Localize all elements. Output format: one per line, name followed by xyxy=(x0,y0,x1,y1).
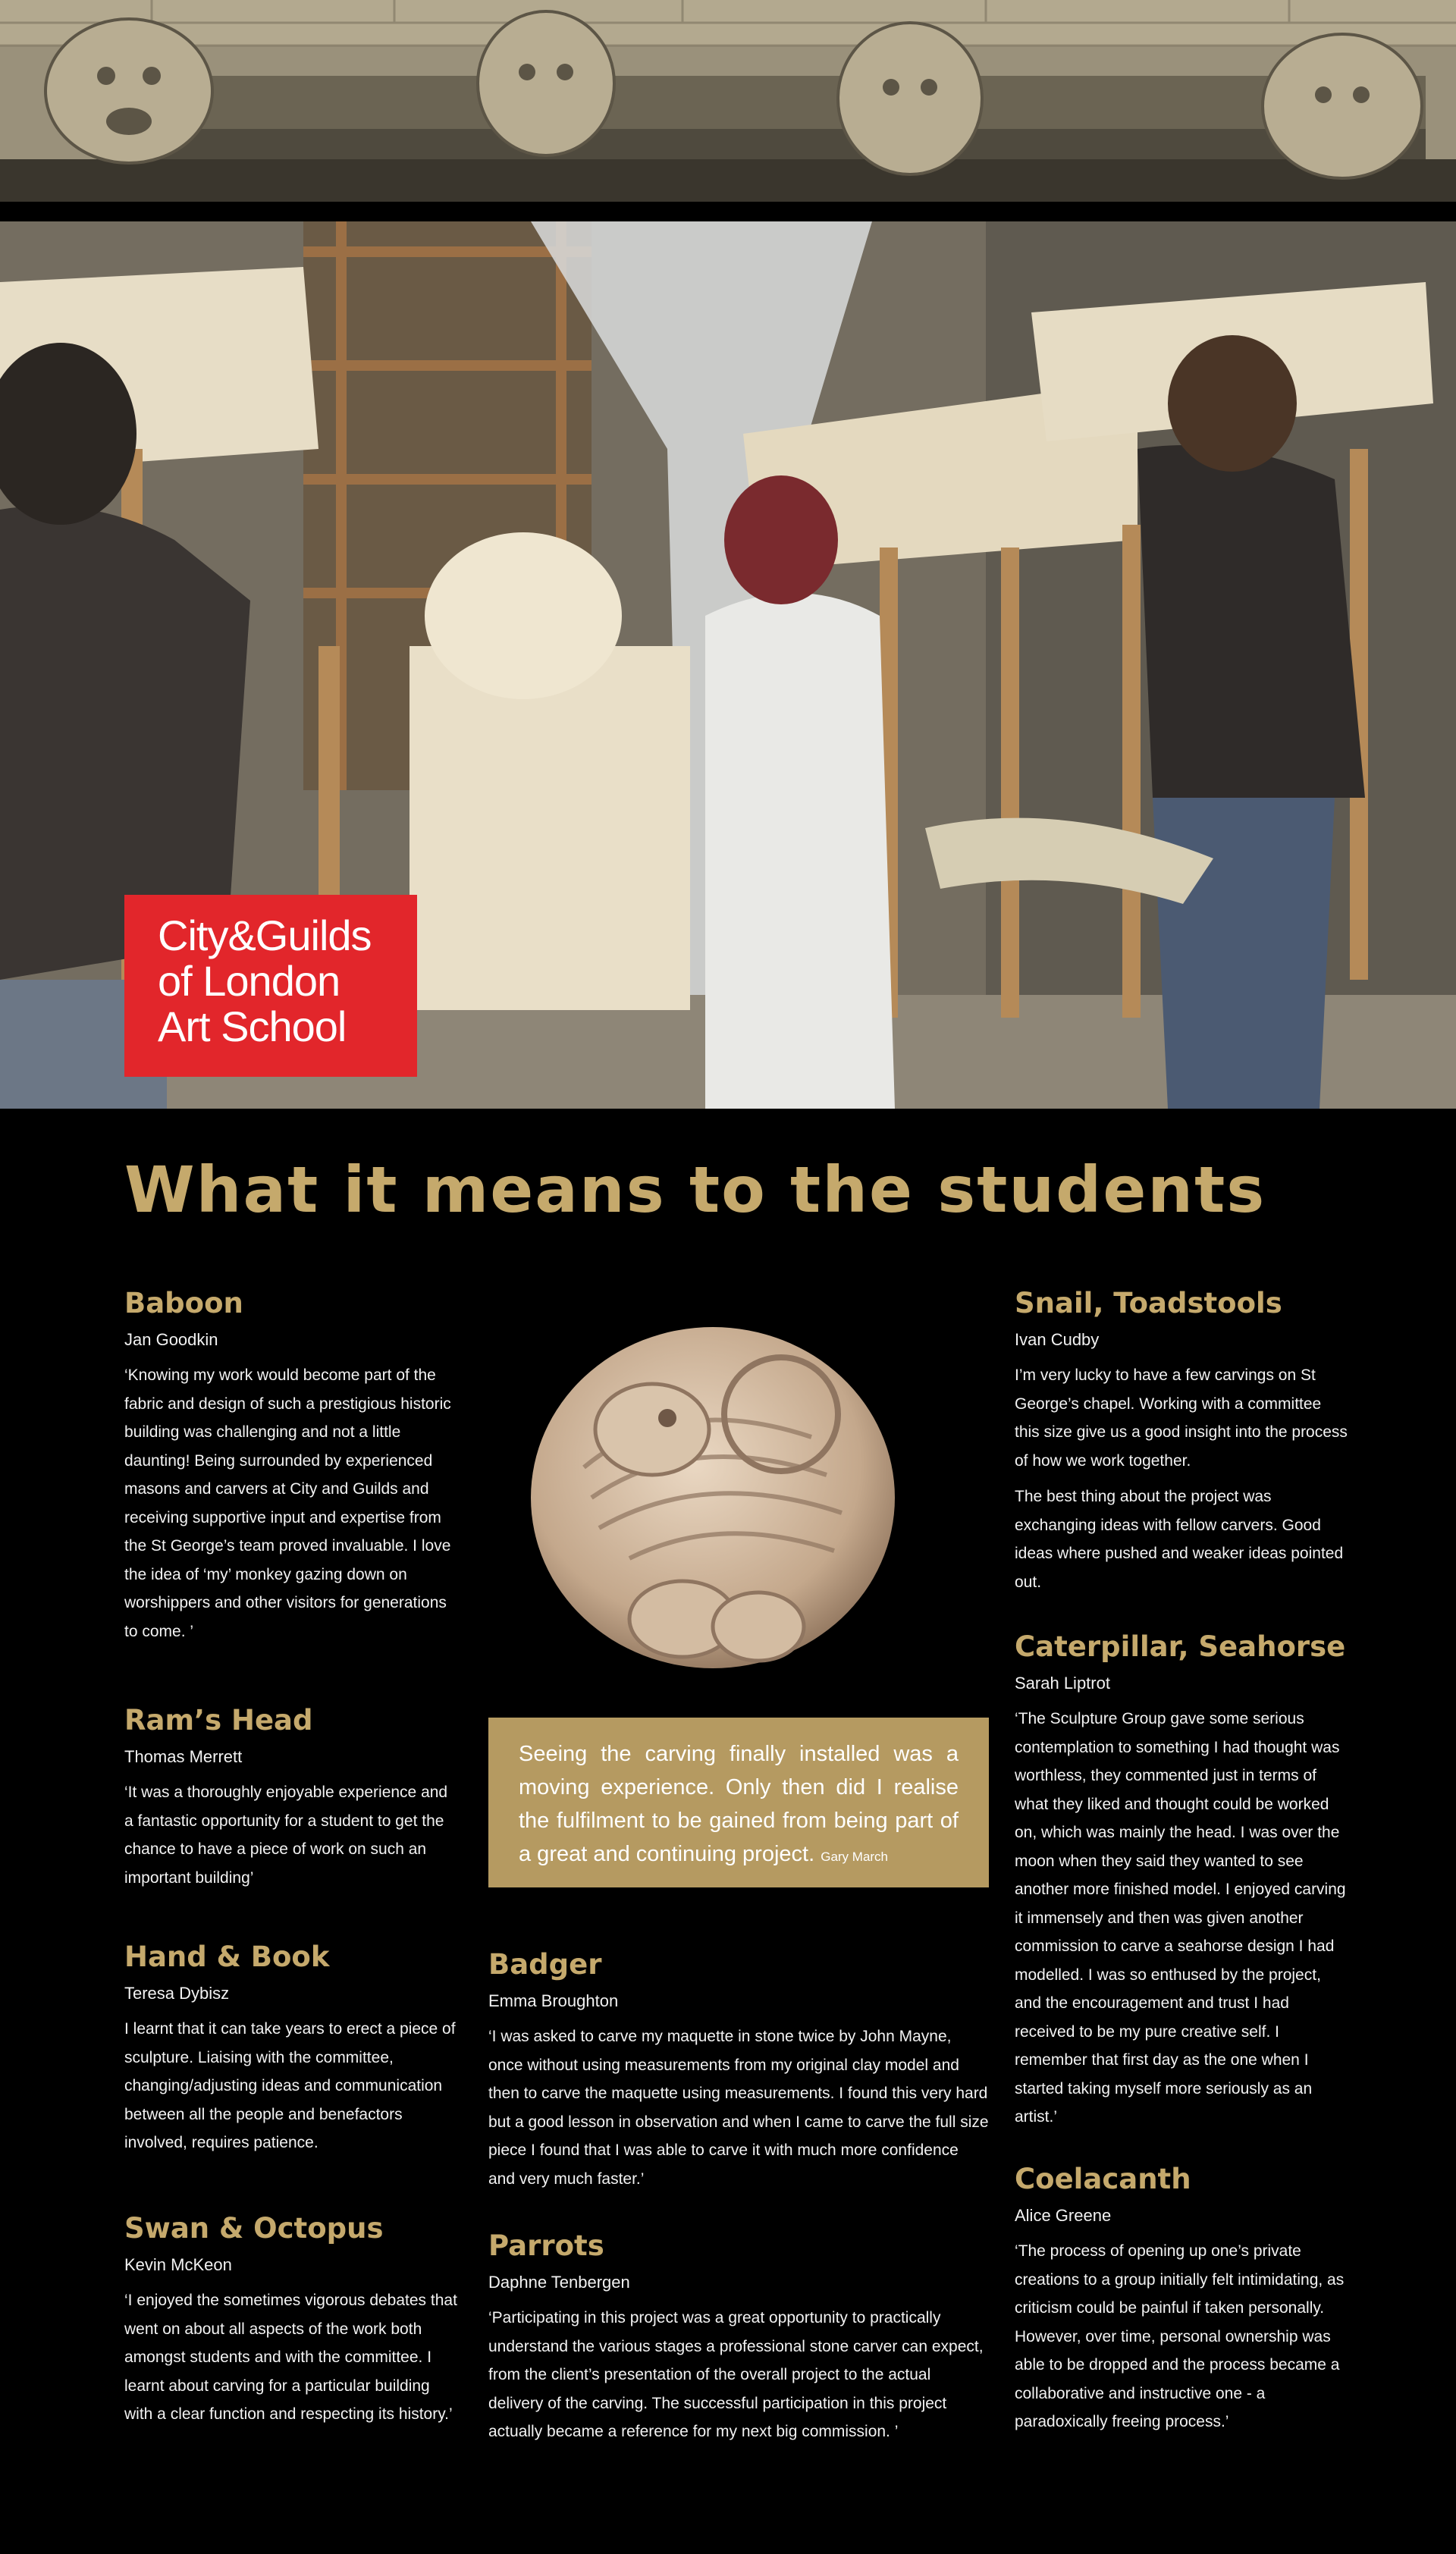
entry-author: Kevin McKeon xyxy=(124,2255,232,2274)
logo-line-1: City&Guilds xyxy=(158,911,372,959)
entry-text: ‘Participating in this project was a great opportunity to practically understand the various stages a professional stone carver can expect, from the client’s presentation of the overall project to the actual delivery of the carving. The successful participation in this project actually became a reference for my next big commission. ’ xyxy=(488,2309,984,2440)
entry-title: Swan & Octopus xyxy=(124,2212,384,2245)
logo-line-3: Art School xyxy=(158,1002,347,1050)
entry-author: Alice Greene xyxy=(1015,2206,1112,2225)
entry-coelacanth xyxy=(1015,2161,1348,2444)
gargoyle-frieze-photo xyxy=(0,0,1456,202)
entry-badger xyxy=(488,1947,989,2201)
entry-text: The best thing about the project was exchanging ideas with fellow carvers. Good ideas where pushed and weaker ideas pointed out. xyxy=(1015,1488,1344,1591)
entry-text: ‘It was a thoroughly enjoyable experience and a fantastic opportunity for a student to get the chance to have a piece of work on such an important building’ xyxy=(124,1784,448,1887)
entry-text: I’m very lucky to have a few carvings on St George’s chapel. Working with a committee this size give us a good insight into the process of how we work together. xyxy=(1015,1366,1348,1470)
entry-snail-toadstools xyxy=(1015,1285,1348,1604)
entry-title: Caterpillar, Seahorse xyxy=(1015,1630,1346,1663)
logo-line-2: of London xyxy=(158,957,340,1005)
entry-baboon xyxy=(124,1285,458,1653)
entry-author: Daphne Tenbergen xyxy=(488,2273,630,2292)
quote-author: Gary March xyxy=(821,1850,889,1864)
entry-title: Parrots xyxy=(488,2229,604,2262)
entry-text: ‘The Sculpture Group gave some serious contemplation to something I had thought was worthless, they commented just in terms of what they liked and thought could be worked on, which was mainly the head. I was over the moon when they said they wanted to see another more finished model. I enjoyed carving it immensely and then was given another commission to carve a seahorse design I had modelled. I was so enthused by the project, and the encouragement and trust I had received to be my pure creative self. I remember that first day as the one when I started taking myself more seriously as an artist.’ xyxy=(1015,1710,1346,2126)
entry-author: Sarah Liptrot xyxy=(1015,1674,1110,1693)
city-and-guilds-logo xyxy=(124,895,417,1077)
entry-title: Hand & Book xyxy=(124,1941,330,1973)
entry-title: Ram’s Head xyxy=(124,1704,313,1737)
pull-quote xyxy=(488,1718,989,1887)
black-divider-band xyxy=(0,202,1456,221)
page-title: What it means to the students xyxy=(124,1153,1266,1227)
entry-title: Baboon xyxy=(124,1287,243,1319)
entry-title: Badger xyxy=(488,1948,602,1981)
entry-text: ‘The process of opening up one’s private creations to a group initially felt intimidating, as criticism could be painful if taken personally. However, over time, personal ownership was able to be dropped and the process became a collaborative and instructive one - a paradoxically freeing process.’ xyxy=(1015,2242,1345,2430)
entry-caterpillar-seahorse xyxy=(1015,1629,1348,2139)
entry-text: ‘I was asked to carve my maquette in stone twice by John Mayne, once without using measurements from my original clay model and then to carve the maquette using measurements. I found this very hard but a good lesson in observation and when I came to carve the full size piece I found that I was able to carve it with much more confidence and very much faster.’ xyxy=(488,2028,989,2188)
entry-author: Jan Goodkin xyxy=(124,1330,218,1349)
entry-text: I learnt that it can take years to erect a piece of sculpture. Liaising with the committee, changing/adjusting ideas and communication between all the people and benefactors involved, requires patience. xyxy=(124,2020,456,2151)
entry-title: Snail, Toadstools xyxy=(1015,1287,1282,1319)
entry-rams-head xyxy=(124,1702,458,1900)
entry-author: Teresa Dybisz xyxy=(124,1984,230,2003)
entry-swan-and-octopus xyxy=(124,2210,458,2436)
entry-author: Thomas Merrett xyxy=(124,1747,243,1766)
entry-text: ‘I enjoyed the sometimes vigorous debates that went on about all aspects of the work both amongst students and with the committee. I learnt about carving for a particular building with a clear function and respecting its history.’ xyxy=(124,2292,457,2423)
entry-author: Ivan Cudby xyxy=(1015,1330,1100,1349)
quote-text: Seeing the carving finally installed was a moving experience. Only then did I realise the fulfilment to be gained from being part of a great and continuing project. xyxy=(519,1742,959,1866)
entry-title: Coelacanth xyxy=(1015,2163,1191,2195)
entry-author: Emma Broughton xyxy=(488,1991,619,2010)
entry-hand-and-book xyxy=(124,1939,458,2165)
monkey-carving-photo xyxy=(523,1301,902,1680)
entry-text: ‘Knowing my work would become part of the fabric and design of such a prestigious historic building was challenging and not a little daunting! Being surrounded by experienced masons and carvers at City and Guilds and receiving supportive input and expertise from the St George’s team proved invaluable. I love the idea of ‘my’ monkey gazing down on worshippers and other visitors for generations to come. ’ xyxy=(124,1366,451,1640)
entry-parrots xyxy=(488,2228,989,2454)
